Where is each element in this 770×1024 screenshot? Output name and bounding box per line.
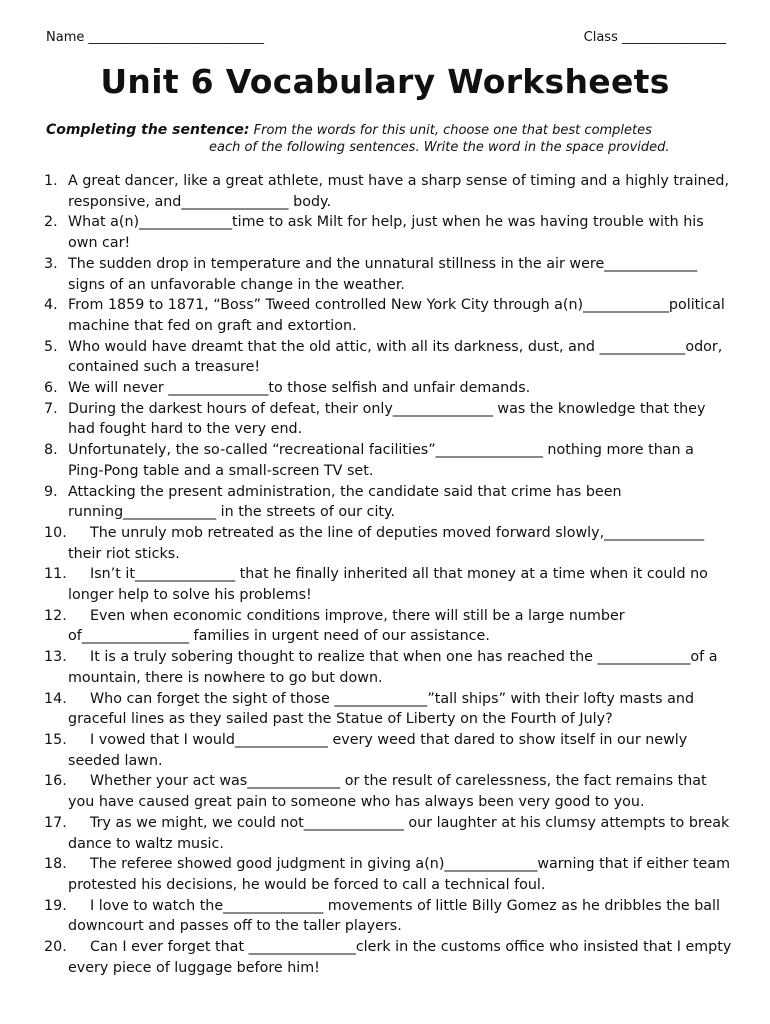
sentence-item (44, 689, 734, 730)
sentence-text: Attacking the present administration, the candidate said that crime has been running_____________ in the streets of our city. (68, 483, 622, 521)
sentence-text: The sudden drop in temperature and the unnatural stillness in the air were_____________ signs of an unfavorable change in the weather. (68, 255, 698, 293)
sentence-item (44, 854, 734, 895)
name-field-line: Name ___________________________ (46, 30, 264, 45)
sentence-text: I love to watch the______________ movements of little Billy Gomez as he dribbles the ball downcourt and passes off to the taller players. (68, 897, 721, 935)
sentence-number: 18. (44, 856, 67, 873)
sentence-item (44, 730, 734, 771)
sentence-item (44, 771, 734, 812)
sentence-text: The referee showed good judgment in giving a(n)_____________warning that if either team protested his decisions, he would be forced to call a technical foul. (68, 856, 731, 893)
sentence-item (44, 813, 734, 854)
sentence-item (44, 254, 734, 295)
sentence-number: 14. (44, 690, 67, 707)
sentence-item (44, 171, 734, 212)
instructions-text-line-1: From the words for this unit, choose one that best completes (253, 123, 652, 138)
sentence-text: Isn’t it______________ that he finally inherited all that money at a time when it could no longer help to solve his problems! (68, 566, 708, 604)
sentence-item (44, 295, 734, 336)
sentence-number: 15. (44, 731, 67, 748)
sentence-number: 2. (44, 214, 58, 231)
sentence-number: 3. (44, 255, 58, 272)
sentence-number: 13. (44, 649, 67, 666)
sentence-text: A great dancer, like a great athlete, must have a sharp sense of timing and a highly trained, responsive, and_______________ body. (68, 173, 730, 210)
sentence-text: From 1859 to 1871, “Boss” Tweed controlled New York City through a(n)____________political machine that fed on graft and extortion. (68, 297, 725, 334)
sentence-text: Whether your act was_____________ or the result of carelessness, the fact remains that you have caused great pain to someone who has always been very good to you. (68, 773, 707, 811)
sentence-item (44, 523, 734, 564)
sentence-number: 7. (44, 400, 58, 417)
sentence-number: 8. (44, 442, 58, 459)
sentence-item (44, 564, 734, 605)
sentence-text: What a(n)_____________time to ask Milt for help, just when he was having trouble with his own car! (68, 214, 704, 252)
sentence-number: 12. (44, 607, 67, 624)
page-title: Unit 6 Vocabulary Worksheets (100, 62, 670, 101)
sentence-number: 19. (44, 897, 67, 914)
sentence-item (44, 482, 734, 523)
sentence-item (44, 937, 734, 978)
sentence-text: Even when economic conditions improve, there will still be a large number of_______________ families in urgent need of our assistance. (68, 607, 625, 645)
sentence-item (44, 399, 734, 440)
sentence-text: Try as we might, we could not______________ our laughter at his clumsy attempts to break dance to waltz music. (68, 814, 730, 852)
sentence-number: 4. (44, 297, 58, 314)
sentence-text: We will never ______________to those selfish and unfair demands. (68, 380, 531, 397)
sentence-number: 5. (44, 338, 58, 355)
sentence-text: Who would have dreamt that the old attic, with all its darkness, dust, and ____________odor, contained such a treasure! (68, 338, 723, 376)
sentence-item (44, 212, 734, 253)
sentence-item (44, 440, 734, 481)
sentence-text: During the darkest hours of defeat, their only______________ was the knowledge that they had fought hard to the very end. (68, 400, 706, 438)
sentence-number: 1. (44, 173, 58, 189)
sentence-item (44, 606, 734, 647)
sentence-text: It is a truly sobering thought to realize that when one has reached the _____________of a mountain, there is nowhere to go but down. (68, 649, 718, 686)
sentence-item (44, 378, 734, 399)
sentence-item (44, 896, 734, 937)
sentence-text: Unfortunately, the so-called “recreational facilities”_______________ nothing more than a Ping-Pong table and a small-screen TV set. (68, 442, 694, 479)
sentence-list (44, 171, 734, 978)
sentence-text: The unruly mob retreated as the line of deputies moved forward slowly,______________ their riot sticks. (68, 524, 705, 562)
sentence-number: 16. (44, 773, 67, 790)
sentence-item (44, 337, 734, 378)
sentence-number: 10. (44, 524, 67, 541)
sentence-text: Who can forget the sight of those _____________”tall ships” with their lofty masts and graceful lines as they sailed past the Statue of Liberty on the Fourth of July? (68, 690, 695, 728)
sentence-text: I vowed that I would_____________ every weed that dared to show itself in our newly seeded lawn. (68, 731, 688, 769)
instructions (46, 122, 726, 156)
sentence-item (44, 647, 734, 688)
sentence-number: 9. (44, 483, 58, 500)
class-field-line: Class ________________ (583, 30, 726, 45)
sentence-number: 6. (44, 380, 58, 397)
sentence-number: 20. (44, 939, 67, 956)
sentence-number: 11. (44, 566, 67, 583)
instructions-text-line-2: each of the following sentences. Write the word in the space provided. (209, 140, 670, 155)
sentence-number: 17. (44, 814, 67, 831)
sentence-text: Can I ever forget that _______________clerk in the customs office who insisted that I empty every piece of luggage before him! (68, 939, 732, 976)
instructions-label: Completing the sentence: (46, 122, 250, 138)
